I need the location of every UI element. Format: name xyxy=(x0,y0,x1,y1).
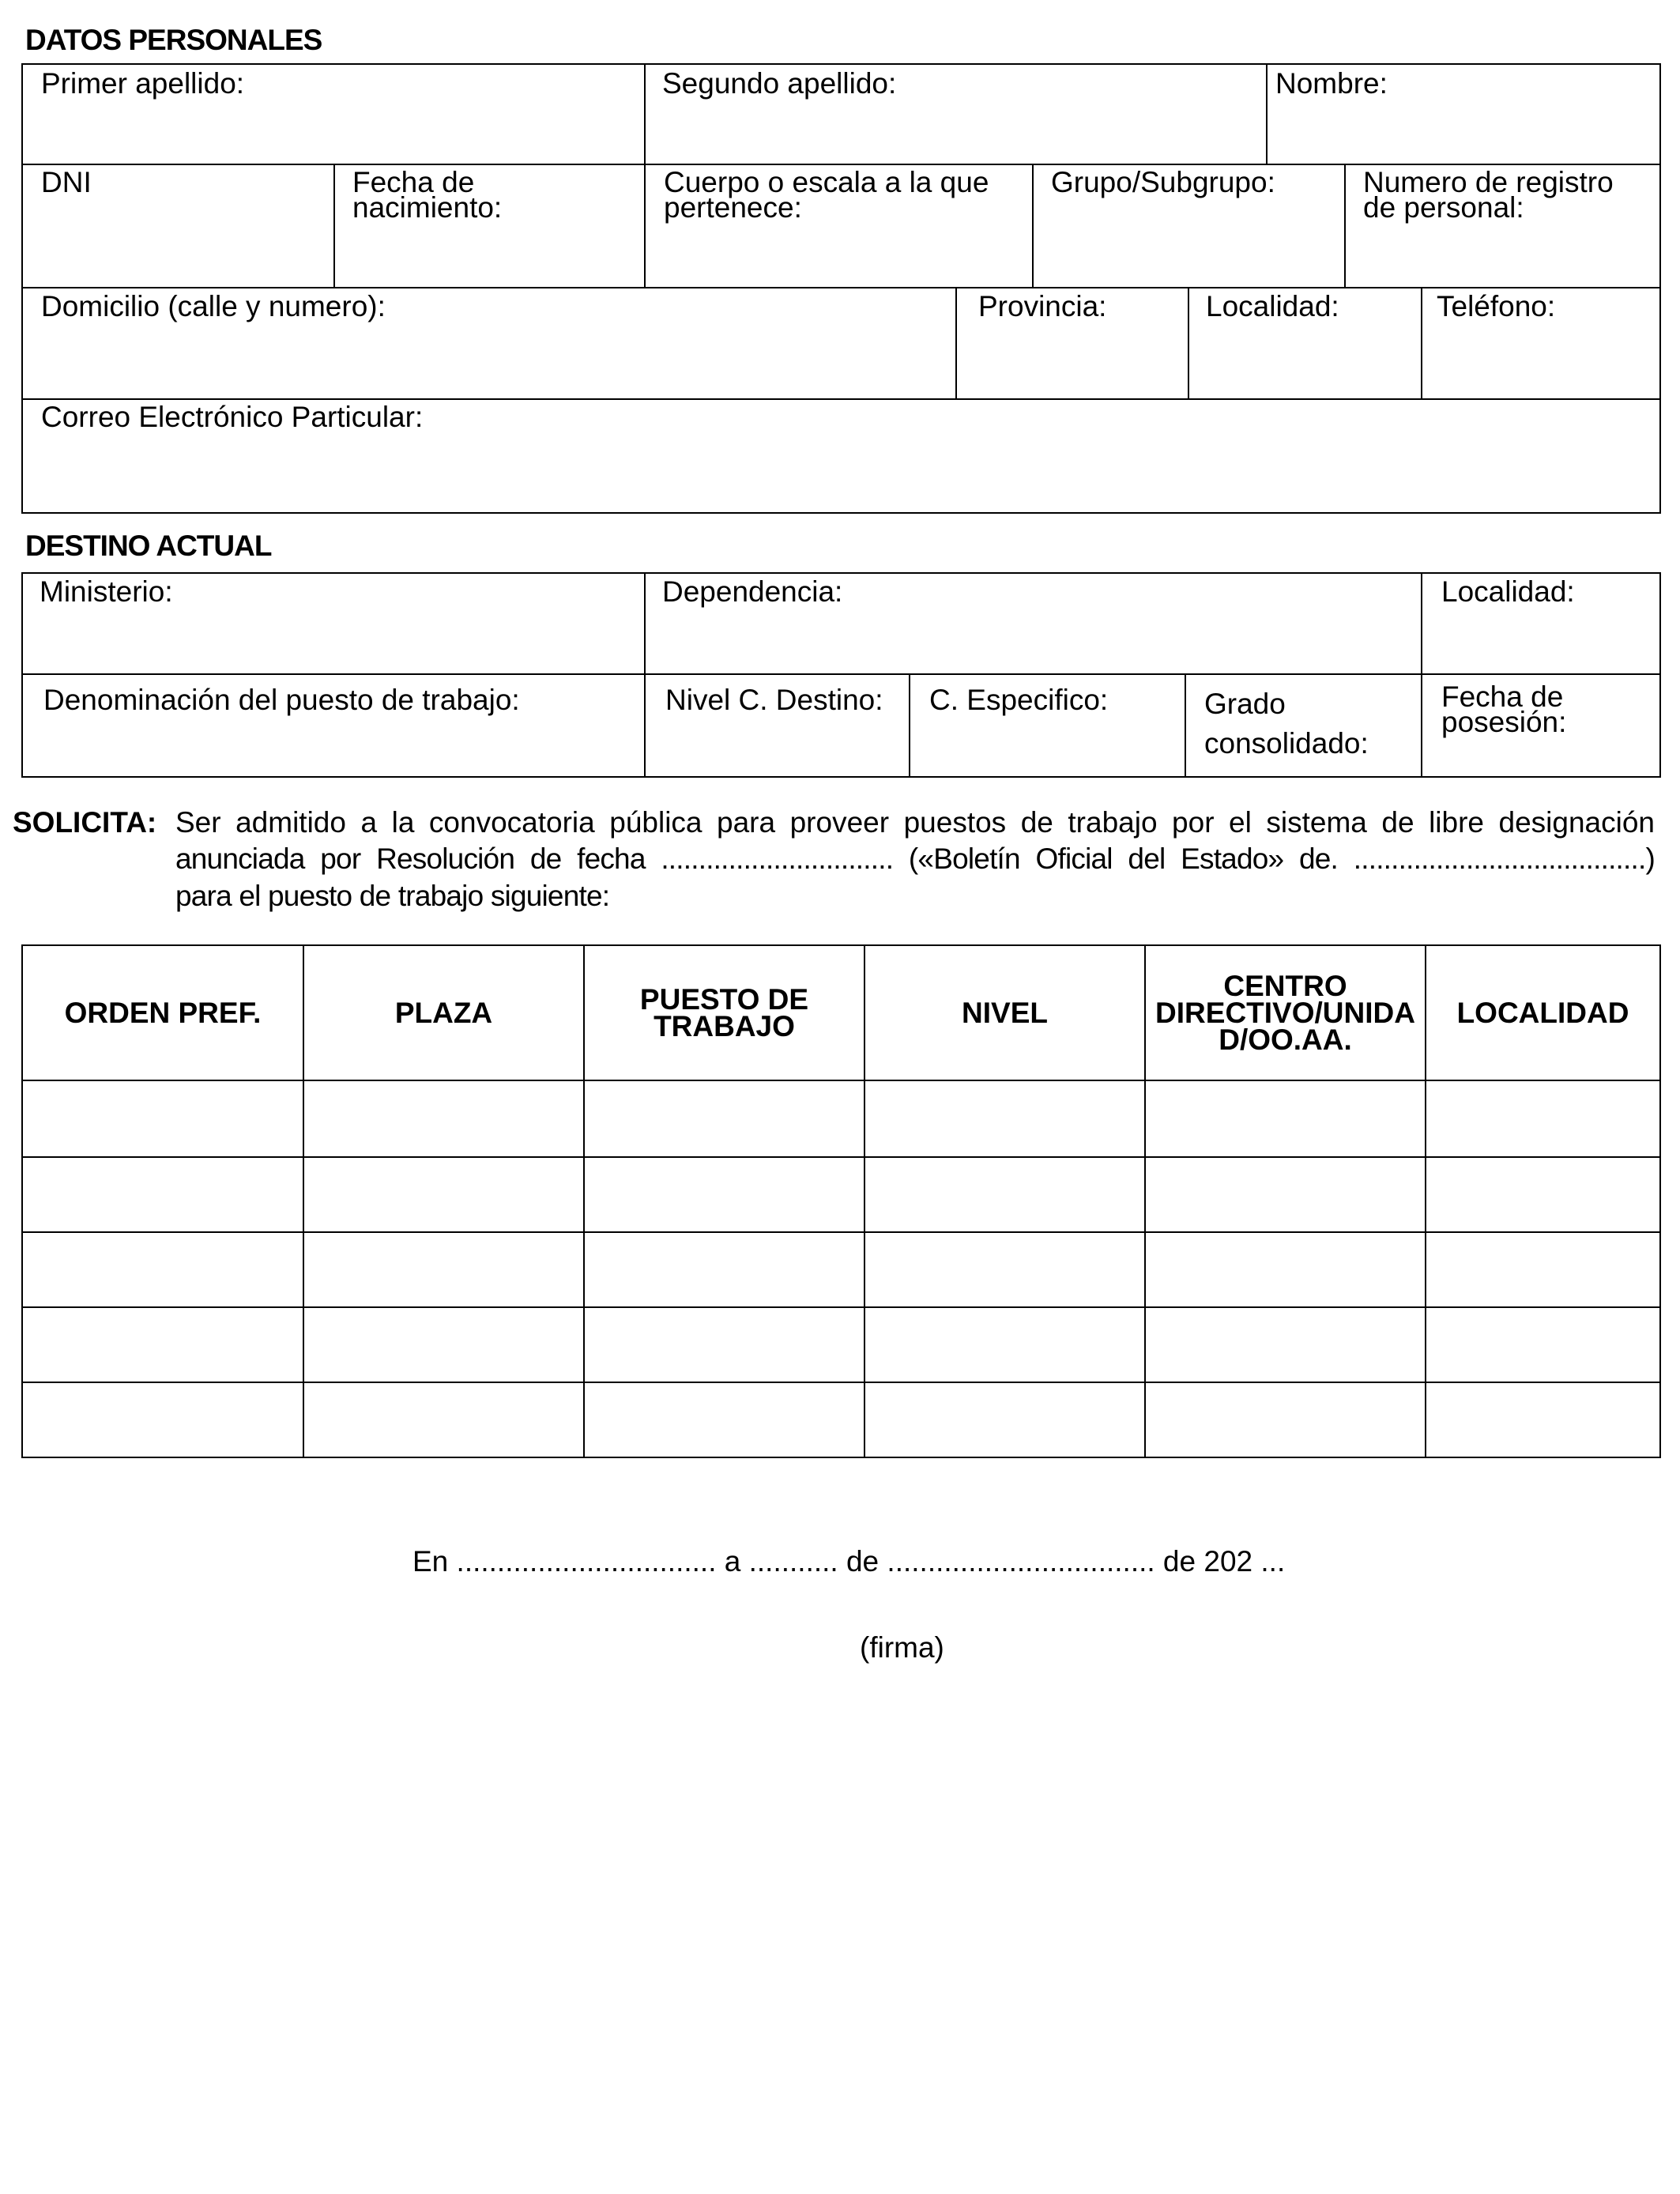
column-header-nivel: NIVEL xyxy=(962,996,1048,1029)
solicita-line-3: para el puesto de trabajo siguiente: xyxy=(175,880,610,912)
field-ministerio[interactable]: Ministerio: xyxy=(40,575,173,608)
lugar-fecha-line: En ................................ a ........... de ................................. de 202 ... xyxy=(412,1545,1286,1578)
table-row[interactable] xyxy=(23,1081,1659,1156)
row-divider xyxy=(21,287,1661,288)
column-divider xyxy=(644,63,646,164)
column-header-plaza: PLAZA xyxy=(394,996,493,1029)
field-grado-consolidado[interactable]: Grado consolidado: xyxy=(1204,688,1369,760)
column-divider xyxy=(1266,63,1268,164)
column-header-orden-pref: ORDEN PREF. xyxy=(64,996,262,1029)
field-grupo-subgrupo[interactable]: Grupo/Subgrupo: xyxy=(1051,166,1275,198)
row-divider xyxy=(21,673,1661,675)
column-divider xyxy=(333,164,335,288)
field-numero-registro[interactable]: Numero de registro de personal: xyxy=(1363,166,1614,224)
field-dependencia[interactable]: Dependencia: xyxy=(662,575,843,608)
datos-personales-grid xyxy=(21,63,1661,514)
field-cuerpo-escala[interactable]: Cuerpo o escala a la que pertenece: xyxy=(664,166,989,224)
column-header-centro-directivo: CENTRO DIRECTIVO/UNIDA D/OO.AA. xyxy=(1155,969,1415,1056)
column-divider xyxy=(644,164,646,288)
column-divider xyxy=(1344,164,1346,288)
firma-label: (firma) xyxy=(860,1631,944,1664)
column-divider xyxy=(1421,287,1422,399)
table-row[interactable] xyxy=(23,1158,1659,1231)
table-row[interactable] xyxy=(23,1308,1659,1382)
table-row[interactable] xyxy=(23,1383,1659,1457)
column-header-puesto-trabajo: PUESTO DE TRABAJO xyxy=(639,982,809,1042)
field-provincia[interactable]: Provincia: xyxy=(978,290,1107,322)
field-dni[interactable]: DNI xyxy=(41,166,92,198)
column-divider xyxy=(955,287,957,399)
field-primer-apellido[interactable]: Primer apellido: xyxy=(41,67,245,100)
column-divider xyxy=(1032,164,1034,288)
section-heading-datos-personales: DATOS PERSONALES xyxy=(25,24,322,56)
field-segundo-apellido[interactable]: Segundo apellido: xyxy=(662,67,897,100)
column-divider xyxy=(644,572,646,778)
table-row[interactable] xyxy=(23,1233,1659,1306)
column-divider xyxy=(1421,572,1422,778)
solicita-label: SOLICITA: xyxy=(13,806,157,839)
field-domicilio[interactable]: Domicilio (calle y numero): xyxy=(41,290,386,322)
solicita-line-2: anunciada por Resolución de fecha ............................... («Boletín Oficial del Estado» de. .......................................) xyxy=(175,843,1655,875)
field-localidad[interactable]: Localidad: xyxy=(1206,290,1339,322)
column-divider xyxy=(909,673,910,778)
field-denominacion-puesto[interactable]: Denominación del puesto de trabajo: xyxy=(43,684,520,716)
field-nivel-c-destino[interactable]: Nivel C. Destino: xyxy=(665,684,883,716)
field-correo-electronico[interactable]: Correo Electrónico Particular: xyxy=(41,401,424,433)
column-divider xyxy=(1188,287,1189,399)
row-divider xyxy=(21,164,1661,165)
solicita-line-1: Ser admitido a la convocatoria pública para proveer puestos de trabajo por el sistema de libre designación xyxy=(175,806,1655,839)
field-fecha-nacimiento[interactable]: Fecha de nacimiento: xyxy=(352,166,503,224)
field-fecha-posesion[interactable]: Fecha de posesión: xyxy=(1441,680,1567,738)
column-header-localidad: LOCALIDAD xyxy=(1456,996,1629,1029)
field-c-especifico[interactable]: C. Especifico: xyxy=(929,684,1109,716)
field-nombre[interactable]: Nombre: xyxy=(1275,67,1388,100)
field-localidad-destino[interactable]: Localidad: xyxy=(1441,575,1575,608)
field-telefono[interactable]: Teléfono: xyxy=(1437,290,1556,322)
column-divider xyxy=(1185,673,1186,778)
row-divider xyxy=(21,398,1661,400)
section-heading-destino-actual: DESTINO ACTUAL xyxy=(25,530,272,562)
